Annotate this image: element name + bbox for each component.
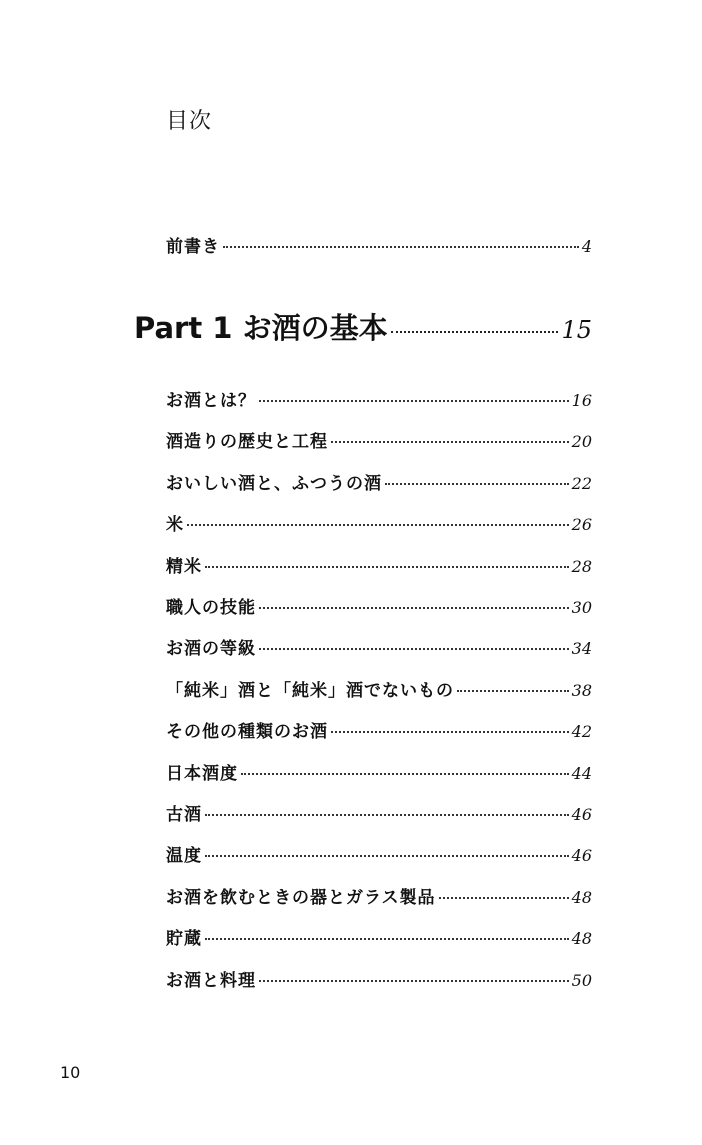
dot-leader [457,690,569,692]
toc-entry-title: 温度 [166,846,202,866]
toc-entry-title: お酒の等級 [166,639,256,659]
dot-leader [205,855,569,857]
toc-entry-title: 古酒 [166,805,202,825]
toc-entry-title: 米 [166,515,184,535]
toc-entry-page: 50 [571,971,592,990]
toc-entry [166,717,592,742]
toc-entry-page: 16 [571,391,592,410]
toc-entry-title: 職人の技能 [166,598,256,618]
page-number: 10 [60,1063,81,1082]
toc-entry [166,883,592,908]
toc-entry [166,634,592,659]
toc-entry [166,386,592,411]
dot-leader [259,400,569,402]
toc-entry [166,924,592,949]
toc-entry-page: 48 [571,888,592,907]
dot-leader [223,246,579,248]
part-title: Part 1 お酒の基本 [134,311,388,345]
toc-entry [166,469,592,494]
toc-entry-title: その他の種類のお酒 [166,722,328,742]
toc-part-heading [134,306,592,347]
dot-leader [187,524,569,526]
toc-entry-page: 26 [571,515,592,534]
toc-entry-title: お酒と料理 [166,971,256,991]
toc-entry-page: 28 [571,557,592,576]
toc-entry [166,676,592,701]
toc-entry-title: 「純米」酒と「純米」酒でないもの [166,681,454,701]
toc-entry [166,427,592,452]
toc-entry-page: 4 [581,237,592,256]
toc-entry [166,800,592,825]
toc-entry-page: 34 [571,639,592,658]
toc-entry [166,759,592,784]
toc-entry-page: 20 [571,432,592,451]
toc-entry-preface [166,232,592,257]
dot-leader [205,566,569,568]
dot-leader [331,731,569,733]
toc-entry-title: 日本酒度 [166,764,238,784]
toc-entry-page: 46 [571,846,592,865]
toc-entry-page: 30 [571,598,592,617]
toc-entry-title: お酒とは？ [166,391,256,411]
dot-leader [385,483,569,485]
toc-entry-title: 貯蔵 [166,929,202,949]
toc-entry-title: 前書き [166,237,220,257]
toc-entry-page: 42 [571,722,592,741]
toc-entry [166,552,592,577]
toc-entry-page: 22 [571,474,592,493]
part-page: 15 [561,316,592,344]
toc-entry-title: お酒を飲むときの器とガラス製品 [166,888,436,908]
dot-leader [439,897,569,899]
toc-entry [166,841,592,866]
toc-entry-page: 48 [571,929,592,948]
toc-entry-page: 44 [571,764,592,783]
dot-leader [205,938,569,940]
dot-leader [259,648,569,650]
toc-heading: 目次 [166,109,213,134]
dot-leader [259,607,569,609]
toc-entry-page: 38 [571,681,592,700]
dot-leader [241,773,569,775]
toc-entry-title: おいしい酒と、ふつうの酒 [166,474,382,494]
toc-entry [166,510,592,535]
toc-entry [166,593,592,618]
toc-entry-title: 精米 [166,557,202,577]
toc-entry [166,966,592,991]
toc-entry-page: 46 [571,805,592,824]
dot-leader [331,441,569,443]
dot-leader [205,814,569,816]
dot-leader [259,980,569,982]
toc-entry-title: 酒造りの歴史と工程 [166,432,328,452]
dot-leader [391,331,559,333]
